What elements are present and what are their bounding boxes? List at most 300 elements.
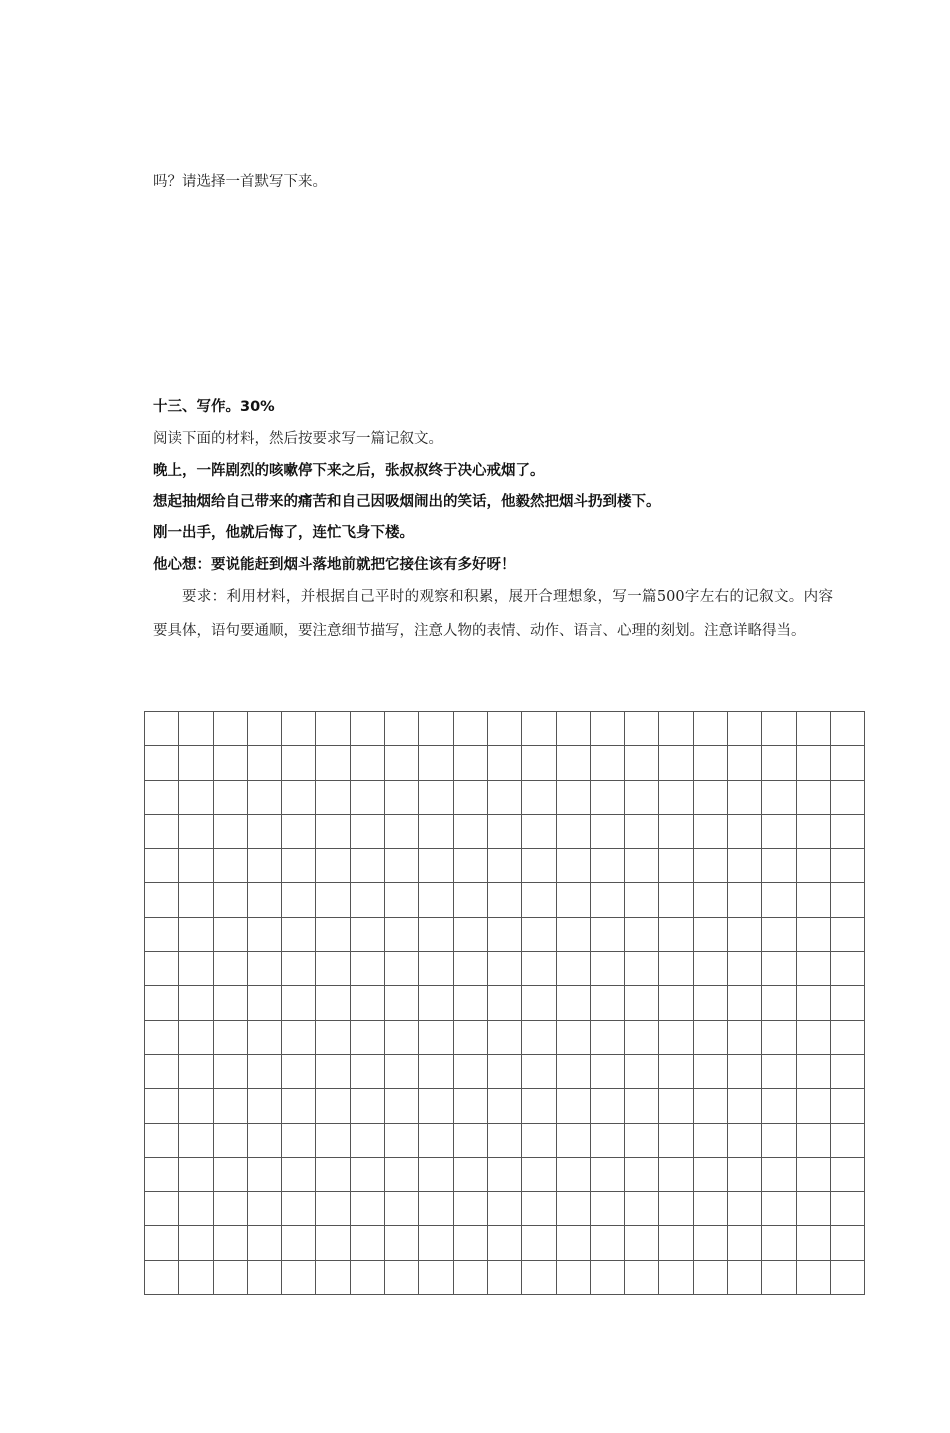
grid-cell[interactable] (762, 746, 796, 780)
grid-cell[interactable] (350, 883, 384, 917)
grid-cell[interactable] (282, 814, 316, 848)
grid-cell[interactable] (385, 1192, 419, 1226)
grid-cell[interactable] (282, 986, 316, 1020)
grid-cell[interactable] (179, 746, 213, 780)
grid-cell[interactable] (179, 986, 213, 1020)
grid-cell[interactable] (316, 883, 350, 917)
grid-cell[interactable] (453, 1226, 487, 1260)
grid-cell[interactable] (590, 849, 624, 883)
grid-cell[interactable] (796, 712, 830, 746)
grid-cell[interactable] (316, 1260, 350, 1294)
grid-cell[interactable] (693, 1054, 727, 1088)
grid-cell[interactable] (487, 814, 521, 848)
grid-cell[interactable] (316, 1089, 350, 1123)
grid-cell[interactable] (830, 1020, 864, 1054)
grid-cell[interactable] (625, 1157, 659, 1191)
grid-cell[interactable] (556, 849, 590, 883)
grid-cell[interactable] (796, 1157, 830, 1191)
grid-cell[interactable] (385, 780, 419, 814)
grid-cell[interactable] (453, 780, 487, 814)
grid-cell[interactable] (796, 780, 830, 814)
grid-cell[interactable] (179, 1226, 213, 1260)
grid-cell[interactable] (179, 917, 213, 951)
grid-cell[interactable] (625, 746, 659, 780)
grid-cell[interactable] (213, 1226, 247, 1260)
grid-cell[interactable] (385, 1260, 419, 1294)
grid-cell[interactable] (556, 986, 590, 1020)
grid-cell[interactable] (213, 1089, 247, 1123)
grid-cell[interactable] (419, 712, 453, 746)
grid-cell[interactable] (625, 1226, 659, 1260)
grid-cell[interactable] (659, 883, 693, 917)
grid-cell[interactable] (316, 814, 350, 848)
grid-cell[interactable] (487, 1192, 521, 1226)
grid-cell[interactable] (659, 1054, 693, 1088)
grid-cell[interactable] (728, 1157, 762, 1191)
grid-cell[interactable] (796, 1054, 830, 1088)
grid-cell[interactable] (247, 780, 281, 814)
grid-cell[interactable] (693, 1020, 727, 1054)
grid-cell[interactable] (728, 712, 762, 746)
grid-cell[interactable] (728, 814, 762, 848)
grid-cell[interactable] (385, 1054, 419, 1088)
grid-cell[interactable] (247, 952, 281, 986)
grid-cell[interactable] (659, 1260, 693, 1294)
grid-cell[interactable] (282, 1020, 316, 1054)
grid-cell[interactable] (625, 1089, 659, 1123)
grid-cell[interactable] (796, 1192, 830, 1226)
grid-cell[interactable] (247, 917, 281, 951)
grid-cell[interactable] (145, 1192, 179, 1226)
grid-cell[interactable] (728, 780, 762, 814)
grid-cell[interactable] (487, 986, 521, 1020)
grid-cell[interactable] (213, 712, 247, 746)
grid-cell[interactable] (590, 1157, 624, 1191)
grid-cell[interactable] (796, 1226, 830, 1260)
grid-cell[interactable] (590, 814, 624, 848)
grid-cell[interactable] (556, 1226, 590, 1260)
grid-cell[interactable] (762, 986, 796, 1020)
grid-cell[interactable] (213, 746, 247, 780)
grid-cell[interactable] (145, 849, 179, 883)
grid-cell[interactable] (179, 1192, 213, 1226)
grid-cell[interactable] (693, 1089, 727, 1123)
grid-cell[interactable] (522, 1089, 556, 1123)
grid-cell[interactable] (487, 1089, 521, 1123)
grid-cell[interactable] (247, 883, 281, 917)
grid-cell[interactable] (522, 712, 556, 746)
grid-cell[interactable] (316, 712, 350, 746)
grid-cell[interactable] (728, 986, 762, 1020)
grid-cell[interactable] (179, 1123, 213, 1157)
grid-cell[interactable] (728, 1260, 762, 1294)
grid-cell[interactable] (247, 1192, 281, 1226)
grid-cell[interactable] (522, 883, 556, 917)
grid-cell[interactable] (179, 1260, 213, 1294)
grid-cell[interactable] (419, 1226, 453, 1260)
grid-cell[interactable] (556, 1260, 590, 1294)
grid-cell[interactable] (145, 1226, 179, 1260)
grid-cell[interactable] (693, 952, 727, 986)
grid-cell[interactable] (145, 780, 179, 814)
grid-cell[interactable] (213, 952, 247, 986)
grid-cell[interactable] (179, 883, 213, 917)
grid-cell[interactable] (316, 917, 350, 951)
grid-cell[interactable] (796, 1123, 830, 1157)
grid-cell[interactable] (625, 952, 659, 986)
grid-cell[interactable] (419, 814, 453, 848)
grid-cell[interactable] (213, 1192, 247, 1226)
grid-cell[interactable] (830, 1157, 864, 1191)
grid-cell[interactable] (453, 917, 487, 951)
grid-cell[interactable] (590, 986, 624, 1020)
grid-cell[interactable] (282, 1260, 316, 1294)
grid-cell[interactable] (728, 952, 762, 986)
grid-cell[interactable] (830, 1123, 864, 1157)
grid-cell[interactable] (385, 1157, 419, 1191)
grid-cell[interactable] (830, 1260, 864, 1294)
grid-cell[interactable] (487, 1157, 521, 1191)
grid-cell[interactable] (453, 1123, 487, 1157)
grid-cell[interactable] (556, 780, 590, 814)
grid-cell[interactable] (659, 849, 693, 883)
grid-cell[interactable] (213, 814, 247, 848)
grid-cell[interactable] (350, 952, 384, 986)
grid-cell[interactable] (213, 917, 247, 951)
grid-cell[interactable] (247, 1089, 281, 1123)
grid-cell[interactable] (282, 712, 316, 746)
grid-cell[interactable] (385, 1123, 419, 1157)
grid-cell[interactable] (728, 917, 762, 951)
grid-cell[interactable] (213, 780, 247, 814)
grid-cell[interactable] (556, 1192, 590, 1226)
grid-cell[interactable] (693, 1192, 727, 1226)
grid-cell[interactable] (145, 746, 179, 780)
grid-cell[interactable] (145, 1020, 179, 1054)
grid-cell[interactable] (693, 1260, 727, 1294)
grid-cell[interactable] (316, 952, 350, 986)
grid-cell[interactable] (830, 780, 864, 814)
grid-cell[interactable] (385, 814, 419, 848)
grid-cell[interactable] (385, 746, 419, 780)
grid-cell[interactable] (728, 1192, 762, 1226)
grid-cell[interactable] (213, 883, 247, 917)
grid-cell[interactable] (213, 849, 247, 883)
grid-cell[interactable] (556, 746, 590, 780)
grid-cell[interactable] (830, 849, 864, 883)
grid-cell[interactable] (385, 1020, 419, 1054)
grid-cell[interactable] (659, 1226, 693, 1260)
grid-cell[interactable] (728, 1054, 762, 1088)
grid-cell[interactable] (693, 1226, 727, 1260)
grid-cell[interactable] (385, 986, 419, 1020)
grid-cell[interactable] (625, 1020, 659, 1054)
grid-cell[interactable] (453, 883, 487, 917)
grid-cell[interactable] (247, 986, 281, 1020)
grid-cell[interactable] (419, 1260, 453, 1294)
grid-cell[interactable] (247, 1020, 281, 1054)
grid-cell[interactable] (179, 1157, 213, 1191)
grid-cell[interactable] (487, 1020, 521, 1054)
grid-cell[interactable] (419, 1157, 453, 1191)
grid-cell[interactable] (590, 883, 624, 917)
grid-cell[interactable] (796, 1020, 830, 1054)
grid-cell[interactable] (556, 1089, 590, 1123)
grid-cell[interactable] (453, 1192, 487, 1226)
grid-cell[interactable] (145, 952, 179, 986)
grid-cell[interactable] (796, 849, 830, 883)
grid-cell[interactable] (350, 780, 384, 814)
grid-cell[interactable] (590, 1054, 624, 1088)
grid-cell[interactable] (556, 1157, 590, 1191)
grid-cell[interactable] (145, 814, 179, 848)
grid-cell[interactable] (179, 712, 213, 746)
grid-cell[interactable] (487, 917, 521, 951)
grid-cell[interactable] (453, 712, 487, 746)
grid-cell[interactable] (625, 849, 659, 883)
grid-cell[interactable] (762, 1192, 796, 1226)
grid-cell[interactable] (487, 849, 521, 883)
grid-cell[interactable] (145, 883, 179, 917)
grid-cell[interactable] (282, 1123, 316, 1157)
grid-cell[interactable] (830, 712, 864, 746)
grid-cell[interactable] (419, 986, 453, 1020)
grid-cell[interactable] (316, 1020, 350, 1054)
grid-cell[interactable] (625, 712, 659, 746)
grid-cell[interactable] (247, 849, 281, 883)
grid-cell[interactable] (145, 1123, 179, 1157)
grid-cell[interactable] (522, 746, 556, 780)
grid-cell[interactable] (213, 1260, 247, 1294)
grid-cell[interactable] (556, 883, 590, 917)
grid-cell[interactable] (762, 814, 796, 848)
grid-cell[interactable] (762, 849, 796, 883)
grid-cell[interactable] (522, 1192, 556, 1226)
grid-cell[interactable] (316, 1123, 350, 1157)
grid-cell[interactable] (282, 1089, 316, 1123)
grid-cell[interactable] (522, 1226, 556, 1260)
grid-cell[interactable] (796, 814, 830, 848)
grid-cell[interactable] (350, 1123, 384, 1157)
grid-cell[interactable] (522, 849, 556, 883)
grid-cell[interactable] (625, 1260, 659, 1294)
grid-cell[interactable] (762, 1089, 796, 1123)
grid-cell[interactable] (487, 952, 521, 986)
grid-cell[interactable] (762, 780, 796, 814)
grid-cell[interactable] (693, 986, 727, 1020)
grid-cell[interactable] (350, 1192, 384, 1226)
grid-cell[interactable] (247, 814, 281, 848)
grid-cell[interactable] (385, 849, 419, 883)
grid-cell[interactable] (659, 986, 693, 1020)
grid-cell[interactable] (762, 1157, 796, 1191)
grid-cell[interactable] (522, 1020, 556, 1054)
grid-cell[interactable] (625, 883, 659, 917)
grid-cell[interactable] (419, 1192, 453, 1226)
grid-cell[interactable] (762, 712, 796, 746)
grid-cell[interactable] (350, 814, 384, 848)
grid-cell[interactable] (659, 952, 693, 986)
grid-cell[interactable] (179, 1054, 213, 1088)
grid-cell[interactable] (487, 1226, 521, 1260)
grid-cell[interactable] (762, 1226, 796, 1260)
grid-cell[interactable] (590, 1260, 624, 1294)
grid-cell[interactable] (556, 712, 590, 746)
grid-cell[interactable] (419, 746, 453, 780)
grid-cell[interactable] (385, 712, 419, 746)
grid-cell[interactable] (453, 746, 487, 780)
grid-cell[interactable] (590, 1089, 624, 1123)
grid-cell[interactable] (350, 1054, 384, 1088)
grid-cell[interactable] (659, 1123, 693, 1157)
grid-cell[interactable] (522, 1260, 556, 1294)
grid-cell[interactable] (213, 1157, 247, 1191)
grid-cell[interactable] (145, 712, 179, 746)
grid-cell[interactable] (590, 1020, 624, 1054)
grid-cell[interactable] (213, 986, 247, 1020)
grid-cell[interactable] (350, 1260, 384, 1294)
grid-cell[interactable] (350, 1157, 384, 1191)
grid-cell[interactable] (796, 1089, 830, 1123)
grid-cell[interactable] (830, 1192, 864, 1226)
grid-cell[interactable] (693, 917, 727, 951)
grid-cell[interactable] (590, 780, 624, 814)
grid-cell[interactable] (316, 1054, 350, 1088)
grid-cell[interactable] (522, 814, 556, 848)
grid-cell[interactable] (590, 712, 624, 746)
grid-cell[interactable] (145, 917, 179, 951)
grid-cell[interactable] (796, 883, 830, 917)
grid-cell[interactable] (830, 1054, 864, 1088)
grid-cell[interactable] (282, 917, 316, 951)
grid-cell[interactable] (556, 1054, 590, 1088)
grid-cell[interactable] (213, 1054, 247, 1088)
grid-cell[interactable] (659, 712, 693, 746)
grid-cell[interactable] (522, 1157, 556, 1191)
grid-cell[interactable] (453, 1020, 487, 1054)
grid-cell[interactable] (247, 1157, 281, 1191)
grid-cell[interactable] (350, 746, 384, 780)
grid-cell[interactable] (145, 1054, 179, 1088)
grid-cell[interactable] (385, 883, 419, 917)
grid-cell[interactable] (350, 917, 384, 951)
grid-cell[interactable] (316, 780, 350, 814)
grid-cell[interactable] (728, 746, 762, 780)
grid-cell[interactable] (282, 1157, 316, 1191)
grid-cell[interactable] (453, 1054, 487, 1088)
grid-cell[interactable] (282, 746, 316, 780)
grid-cell[interactable] (625, 814, 659, 848)
grid-cell[interactable] (179, 814, 213, 848)
grid-cell[interactable] (145, 986, 179, 1020)
grid-cell[interactable] (556, 814, 590, 848)
grid-cell[interactable] (145, 1260, 179, 1294)
grid-cell[interactable] (419, 917, 453, 951)
grid-cell[interactable] (625, 1054, 659, 1088)
grid-cell[interactable] (487, 1123, 521, 1157)
grid-cell[interactable] (556, 1123, 590, 1157)
grid-cell[interactable] (522, 1123, 556, 1157)
grid-cell[interactable] (179, 849, 213, 883)
grid-cell[interactable] (487, 780, 521, 814)
grid-cell[interactable] (556, 917, 590, 951)
grid-cell[interactable] (419, 1123, 453, 1157)
grid-cell[interactable] (350, 986, 384, 1020)
grid-cell[interactable] (728, 883, 762, 917)
grid-cell[interactable] (728, 1226, 762, 1260)
grid-cell[interactable] (419, 1020, 453, 1054)
grid-cell[interactable] (625, 780, 659, 814)
grid-cell[interactable] (830, 814, 864, 848)
grid-cell[interactable] (796, 1260, 830, 1294)
grid-cell[interactable] (625, 1123, 659, 1157)
grid-cell[interactable] (247, 1260, 281, 1294)
grid-cell[interactable] (453, 849, 487, 883)
grid-cell[interactable] (625, 917, 659, 951)
grid-cell[interactable] (419, 849, 453, 883)
grid-cell[interactable] (830, 883, 864, 917)
grid-cell[interactable] (179, 952, 213, 986)
grid-cell[interactable] (522, 780, 556, 814)
grid-cell[interactable] (590, 952, 624, 986)
grid-cell[interactable] (213, 1123, 247, 1157)
grid-cell[interactable] (247, 746, 281, 780)
grid-cell[interactable] (419, 1089, 453, 1123)
grid-cell[interactable] (487, 883, 521, 917)
grid-cell[interactable] (350, 849, 384, 883)
grid-cell[interactable] (453, 814, 487, 848)
grid-cell[interactable] (762, 917, 796, 951)
grid-cell[interactable] (247, 1054, 281, 1088)
grid-cell[interactable] (693, 746, 727, 780)
grid-cell[interactable] (247, 1123, 281, 1157)
grid-cell[interactable] (453, 1260, 487, 1294)
grid-cell[interactable] (625, 1192, 659, 1226)
grid-cell[interactable] (693, 849, 727, 883)
grid-cell[interactable] (385, 952, 419, 986)
grid-cell[interactable] (316, 849, 350, 883)
grid-cell[interactable] (145, 1157, 179, 1191)
grid-cell[interactable] (282, 1226, 316, 1260)
grid-cell[interactable] (522, 1054, 556, 1088)
grid-cell[interactable] (385, 917, 419, 951)
grid-cell[interactable] (728, 1123, 762, 1157)
grid-cell[interactable] (487, 712, 521, 746)
grid-cell[interactable] (796, 952, 830, 986)
grid-cell[interactable] (282, 1054, 316, 1088)
grid-cell[interactable] (350, 712, 384, 746)
grid-cell[interactable] (145, 1089, 179, 1123)
grid-cell[interactable] (350, 1020, 384, 1054)
grid-cell[interactable] (830, 986, 864, 1020)
grid-cell[interactable] (282, 849, 316, 883)
grid-cell[interactable] (213, 1020, 247, 1054)
grid-cell[interactable] (350, 1226, 384, 1260)
grid-cell[interactable] (179, 780, 213, 814)
grid-cell[interactable] (522, 917, 556, 951)
grid-cell[interactable] (282, 952, 316, 986)
grid-cell[interactable] (659, 746, 693, 780)
grid-cell[interactable] (728, 1020, 762, 1054)
grid-cell[interactable] (830, 1089, 864, 1123)
grid-cell[interactable] (282, 883, 316, 917)
grid-cell[interactable] (762, 1123, 796, 1157)
grid-cell[interactable] (316, 1192, 350, 1226)
grid-cell[interactable] (728, 849, 762, 883)
grid-cell[interactable] (385, 1226, 419, 1260)
grid-cell[interactable] (659, 1020, 693, 1054)
grid-cell[interactable] (590, 917, 624, 951)
